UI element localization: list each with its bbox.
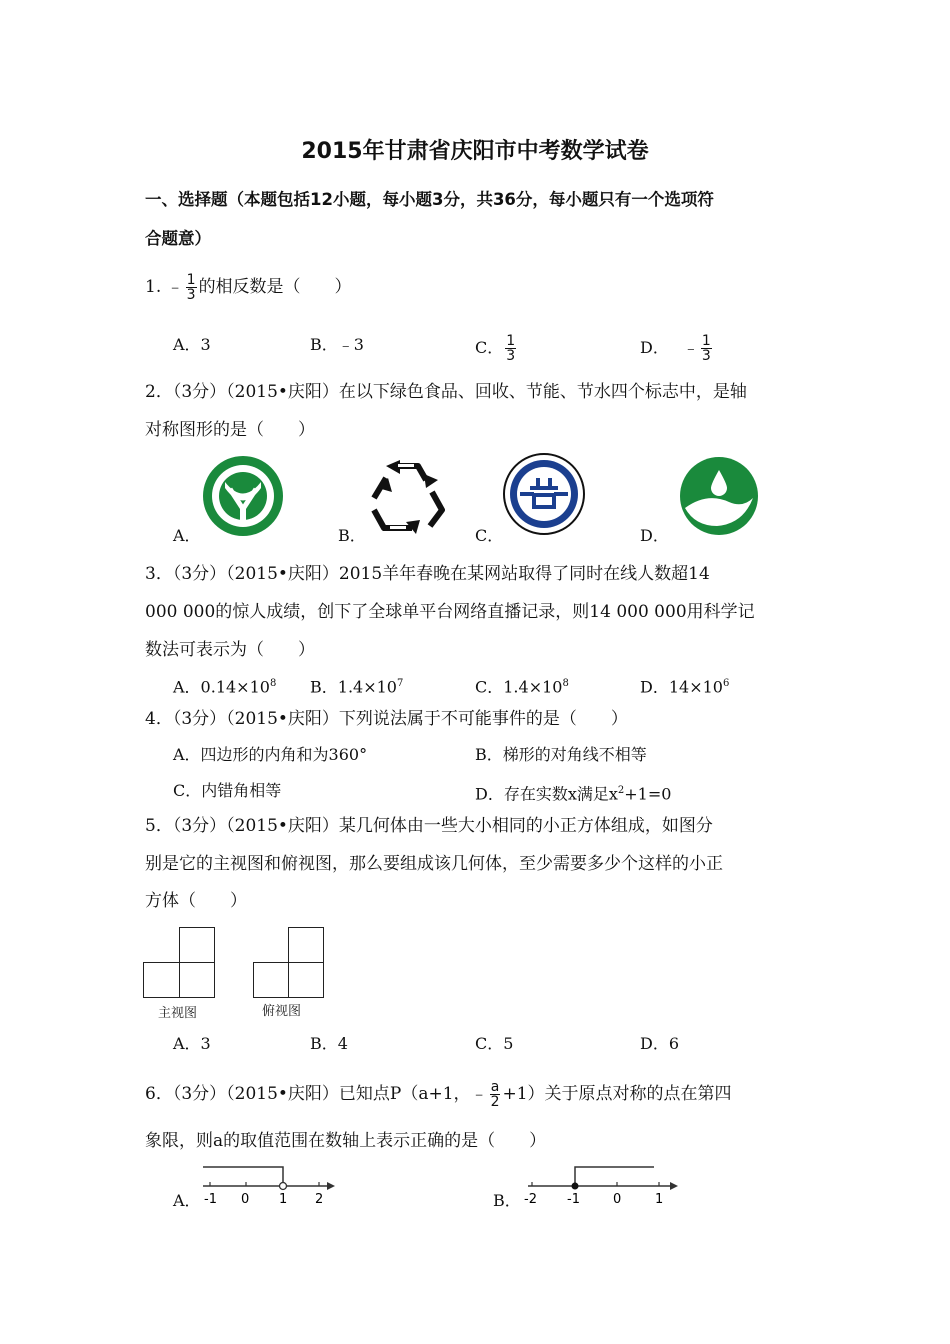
q6-fraction xyxy=(490,1080,501,1109)
q4-option-d[interactable] xyxy=(475,780,671,805)
main-view-cube-right xyxy=(179,962,215,998)
q1-fraction xyxy=(186,273,197,302)
q1-frac-den: 3 xyxy=(186,287,196,303)
axis-a-tick-2: 0 xyxy=(241,1192,250,1207)
q3-a-base: A．0.14×10 xyxy=(173,677,270,697)
axis-a-tick-1: -1 xyxy=(204,1192,217,1207)
q6-option-b[interactable]: B． xyxy=(493,1191,521,1210)
q3-option-c[interactable] xyxy=(475,673,569,698)
q3-line2: 000 000的惊人成绩，创下了全球单平台网络直播记录，则14 000 000用科学记 xyxy=(145,602,755,622)
q5-line1: 5．（3分）（2015•庆阳）某几何体由一些大小相同的小正方体组成，如图分 xyxy=(145,816,713,836)
axis-b-tick-1: -2 xyxy=(524,1192,537,1207)
q2-line1: 2．（3分）（2015•庆阳）在以下绿色食品、回收、节能、节水四个标志中，是轴 xyxy=(145,382,747,402)
axis-b-tick-2: -1 xyxy=(567,1192,580,1207)
q4-d-tail: +1=0 xyxy=(624,784,672,804)
q4-option-b[interactable]: B．梯形的对角线不相等 xyxy=(475,745,647,764)
axis-a-tick-3: 1 xyxy=(279,1192,288,1207)
q4-option-a[interactable]: A．四边形的内角和为360° xyxy=(173,745,368,764)
q5-option-b[interactable]: B．4 xyxy=(310,1034,348,1053)
q2-line2: 对称图形的是（ ） xyxy=(145,420,315,440)
q1-d-num: 1 xyxy=(701,333,711,349)
q3-c-base: C．1.4×10 xyxy=(475,677,563,697)
q1-frac-num: 1 xyxy=(186,272,196,288)
q5-line3: 方体（ ） xyxy=(145,891,247,911)
q6-line1-post: +1）关于原点对称的点在第四 xyxy=(502,1084,732,1104)
q6-line2: 象限，则a的取值范围在数轴上表示正确的是（ ） xyxy=(145,1131,547,1151)
q3-option-b[interactable] xyxy=(310,673,403,698)
q1-option-c-label: C． xyxy=(475,338,504,357)
q6-line1-pre: 6．（3分）（2015•庆阳）已知点P（a+1， xyxy=(145,1084,471,1104)
top-view-cube-right xyxy=(288,962,324,998)
q5-option-d[interactable]: D．6 xyxy=(640,1034,680,1053)
q3-b-base: B．1.4×10 xyxy=(310,677,397,697)
axis-a-tick-4: 2 xyxy=(315,1192,324,1207)
axis-b-tick-4: 1 xyxy=(655,1192,664,1207)
section-header-line2: 合题意） xyxy=(145,229,211,248)
q3-c-exp: 8 xyxy=(562,678,569,689)
q6-frac-den: 2 xyxy=(490,1094,500,1110)
q1-option-d[interactable] xyxy=(640,334,714,363)
q1-option-c-fraction xyxy=(505,334,516,363)
energy-saving-logo-icon xyxy=(502,452,586,536)
q4-d-exp: 2 xyxy=(617,785,625,796)
q2-option-b[interactable]: B． xyxy=(338,526,366,545)
q3-a-exp: 8 xyxy=(269,678,277,689)
q3-b-exp: 7 xyxy=(396,678,404,689)
q1-option-b[interactable]: B．﹣3 xyxy=(310,335,364,354)
top-view-caption: 俯视图 xyxy=(262,1004,302,1019)
q1-option-a[interactable]: A．3 xyxy=(173,335,211,354)
q1-option-c[interactable] xyxy=(475,334,518,363)
main-view-cube-left xyxy=(143,962,180,998)
q4-option-c[interactable]: C．内错角相等 xyxy=(173,781,282,800)
q1-d-den: 3 xyxy=(701,348,711,364)
top-view-cube-left xyxy=(253,962,289,998)
q4-d-base: D．存在实数x满足x xyxy=(475,784,618,804)
q5-option-a[interactable]: A．3 xyxy=(173,1034,211,1053)
q3-option-a[interactable] xyxy=(173,673,276,698)
q5-option-c[interactable]: C．5 xyxy=(475,1034,514,1053)
number-line-b xyxy=(520,1160,690,1210)
q5-line2: 别是它的主视图和俯视图，那么要组成该几何体，至少需要多少个这样的小正 xyxy=(145,854,723,874)
q3-option-d[interactable] xyxy=(640,673,729,698)
q1-text: 的相反数是（ ） xyxy=(198,277,352,297)
main-view-caption: 主视图 xyxy=(158,1006,198,1021)
q6-option-a[interactable]: A． xyxy=(173,1191,201,1210)
q1-number: 1. xyxy=(145,277,162,297)
axis-b-tick-3: 0 xyxy=(613,1192,622,1207)
q1-neg: ﹣ xyxy=(166,277,184,297)
q2-option-d[interactable]: D． xyxy=(640,526,669,545)
q3-d-base: D．14×10 xyxy=(640,677,723,697)
q1-option-d-neg: ﹣ xyxy=(682,338,699,357)
page-title: 2015年甘肃省庆阳市中考数学试卷 xyxy=(301,139,649,164)
q1-c-num: 1 xyxy=(506,333,516,349)
q2-option-c[interactable]: C． xyxy=(475,526,504,545)
q3-d-exp: 6 xyxy=(722,678,730,689)
question-1 xyxy=(145,273,352,302)
q1-option-d-label: D． xyxy=(640,338,669,357)
top-view-cube-top xyxy=(288,927,324,963)
q3-line1: 3．（3分）（2015•庆阳）2015羊年春晚在某网站取得了同时在线人数超14 xyxy=(145,564,710,584)
q1-option-d-fraction xyxy=(701,334,712,363)
recycle-logo-icon xyxy=(366,458,448,534)
q6-line1 xyxy=(145,1080,732,1109)
q4-line1: 4．（3分）（2015•庆阳）下列说法属于不可能事件的是（ ） xyxy=(145,709,628,729)
water-saving-logo-icon xyxy=(677,456,761,536)
q6-frac-num: a xyxy=(490,1079,500,1095)
q1-c-den: 3 xyxy=(506,348,516,364)
main-view-cube-top xyxy=(179,927,215,963)
q3-line3: 数法可表示为（ ） xyxy=(145,640,315,660)
green-food-logo-icon xyxy=(200,455,286,537)
q2-option-a[interactable]: A． xyxy=(173,526,201,545)
section-header-line1: 一、选择题（本题包括12小题，每小题3分，共36分，每小题只有一个选项符 xyxy=(145,190,714,209)
number-line-a xyxy=(195,1160,345,1210)
q6-neg: ﹣ xyxy=(470,1084,488,1104)
